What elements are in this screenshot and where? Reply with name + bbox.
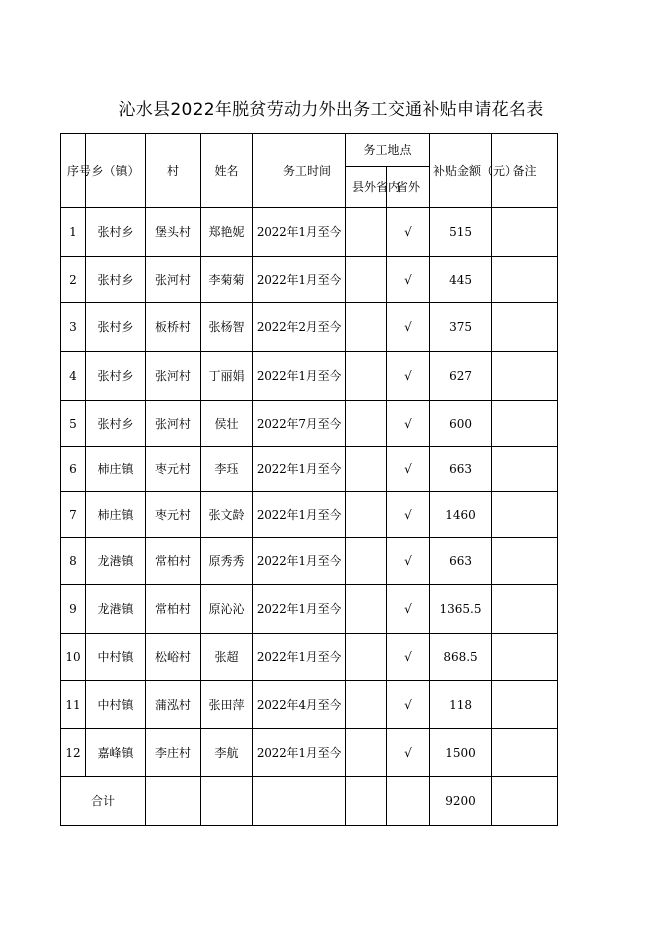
cell-name: 张文龄 xyxy=(201,492,253,538)
cell-town: 张村乡 xyxy=(86,352,146,401)
cell-town: 张村乡 xyxy=(86,257,146,303)
cell-name: 侯壮 xyxy=(201,401,253,447)
cell-name: 李菊菊 xyxy=(201,257,253,303)
cell-work-time: 2022年4月至今 xyxy=(253,681,346,729)
cell-work-time: 2022年1月至今 xyxy=(253,729,346,777)
cell-work-time: 2022年1月至今 xyxy=(253,585,346,634)
cell-town: 中村镇 xyxy=(86,681,146,729)
cell-remark xyxy=(492,681,558,729)
cell-out-province: √ xyxy=(387,447,430,492)
subsidy-roster-table xyxy=(60,133,558,826)
cell-name: 丁丽娟 xyxy=(201,352,253,401)
cell-remark xyxy=(492,492,558,538)
cell-out-province: √ xyxy=(387,208,430,257)
cell-amount: 600 xyxy=(430,401,492,447)
cell-seq: 5 xyxy=(61,401,86,447)
cell-town: 张村乡 xyxy=(86,303,146,352)
cell-seq: 4 xyxy=(61,352,86,401)
cell-in-province xyxy=(346,538,387,585)
cell-name: 张超 xyxy=(201,634,253,681)
cell-seq: 9 xyxy=(61,585,86,634)
total-remark xyxy=(492,777,558,826)
cell-in-province xyxy=(346,492,387,538)
total-empty-time xyxy=(253,777,346,826)
cell-village: 松峪村 xyxy=(146,634,201,681)
cell-amount: 663 xyxy=(430,538,492,585)
cell-in-province xyxy=(346,352,387,401)
cell-name: 李航 xyxy=(201,729,253,777)
cell-remark xyxy=(492,257,558,303)
cell-in-province xyxy=(346,729,387,777)
cell-work-time: 2022年7月至今 xyxy=(253,401,346,447)
cell-out-province: √ xyxy=(387,352,430,401)
cell-amount: 375 xyxy=(430,303,492,352)
cell-village: 李庄村 xyxy=(146,729,201,777)
table-row xyxy=(61,303,558,352)
cell-seq: 8 xyxy=(61,538,86,585)
cell-in-province xyxy=(346,303,387,352)
cell-out-province: √ xyxy=(387,538,430,585)
cell-amount: 1500 xyxy=(430,729,492,777)
header-in-province: 县外省内 xyxy=(346,167,387,208)
header-row-1 xyxy=(61,134,558,167)
cell-work-time: 2022年1月至今 xyxy=(253,492,346,538)
total-empty-village xyxy=(146,777,201,826)
cell-village: 张河村 xyxy=(146,257,201,303)
cell-work-time: 2022年2月至今 xyxy=(253,303,346,352)
cell-out-province: √ xyxy=(387,634,430,681)
cell-seq: 10 xyxy=(61,634,86,681)
cell-remark xyxy=(492,585,558,634)
cell-work-time: 2022年1月至今 xyxy=(253,208,346,257)
total-label: 合计 xyxy=(61,777,146,826)
cell-town: 柿庄镇 xyxy=(86,447,146,492)
header-remark: 备注 xyxy=(492,134,558,208)
cell-work-time: 2022年1月至今 xyxy=(253,538,346,585)
table-row xyxy=(61,729,558,777)
table-row xyxy=(61,208,558,257)
table-row xyxy=(61,447,558,492)
cell-town: 龙港镇 xyxy=(86,585,146,634)
total-empty-in-province xyxy=(346,777,387,826)
header-work-place: 务工地点 xyxy=(346,134,430,167)
cell-village: 枣元村 xyxy=(146,492,201,538)
cell-village: 常柏村 xyxy=(146,538,201,585)
cell-village: 张河村 xyxy=(146,401,201,447)
cell-amount: 515 xyxy=(430,208,492,257)
cell-out-province: √ xyxy=(387,729,430,777)
cell-name: 原秀秀 xyxy=(201,538,253,585)
cell-seq: 12 xyxy=(61,729,86,777)
cell-amount: 118 xyxy=(430,681,492,729)
cell-out-province: √ xyxy=(387,303,430,352)
cell-seq: 1 xyxy=(61,208,86,257)
cell-town: 中村镇 xyxy=(86,634,146,681)
cell-town: 张村乡 xyxy=(86,401,146,447)
cell-out-province: √ xyxy=(387,492,430,538)
cell-out-province: √ xyxy=(387,681,430,729)
cell-remark xyxy=(492,538,558,585)
table-row xyxy=(61,634,558,681)
table-row xyxy=(61,538,558,585)
cell-in-province xyxy=(346,634,387,681)
cell-name: 李珏 xyxy=(201,447,253,492)
cell-town: 龙港镇 xyxy=(86,538,146,585)
cell-town: 张村乡 xyxy=(86,208,146,257)
table-row xyxy=(61,401,558,447)
cell-remark xyxy=(492,634,558,681)
cell-work-time: 2022年1月至今 xyxy=(253,447,346,492)
table-row xyxy=(61,492,558,538)
cell-seq: 11 xyxy=(61,681,86,729)
cell-amount: 627 xyxy=(430,352,492,401)
cell-in-province xyxy=(346,257,387,303)
cell-remark xyxy=(492,208,558,257)
cell-village: 堡头村 xyxy=(146,208,201,257)
cell-out-province: √ xyxy=(387,585,430,634)
header-name: 姓名 xyxy=(201,134,253,208)
total-amount: 9200 xyxy=(430,777,492,826)
document-title: 沁水县2022年脱贫劳动力外出务工交通补贴申请花名表 xyxy=(118,100,544,120)
total-empty-out-province xyxy=(387,777,430,826)
cell-remark xyxy=(492,303,558,352)
cell-amount: 663 xyxy=(430,447,492,492)
cell-name: 郑艳妮 xyxy=(201,208,253,257)
cell-name: 张杨智 xyxy=(201,303,253,352)
cell-in-province xyxy=(346,208,387,257)
cell-remark xyxy=(492,352,558,401)
header-village: 村 xyxy=(146,134,201,208)
cell-amount: 445 xyxy=(430,257,492,303)
cell-out-province: √ xyxy=(387,401,430,447)
cell-amount: 1365.5 xyxy=(430,585,492,634)
table-row xyxy=(61,585,558,634)
cell-town: 嘉峰镇 xyxy=(86,729,146,777)
cell-amount: 868.5 xyxy=(430,634,492,681)
cell-remark xyxy=(492,447,558,492)
cell-name: 原沁沁 xyxy=(201,585,253,634)
cell-amount: 1460 xyxy=(430,492,492,538)
cell-in-province xyxy=(346,585,387,634)
cell-village: 枣元村 xyxy=(146,447,201,492)
header-out-province: 省外 xyxy=(387,167,430,208)
cell-seq: 6 xyxy=(61,447,86,492)
cell-in-province xyxy=(346,447,387,492)
header-town: 乡（镇） xyxy=(86,134,146,208)
cell-seq: 3 xyxy=(61,303,86,352)
table-row xyxy=(61,681,558,729)
total-row xyxy=(61,777,558,826)
cell-work-time: 2022年1月至今 xyxy=(253,352,346,401)
cell-in-province xyxy=(346,681,387,729)
cell-remark xyxy=(492,401,558,447)
header-amount: 补贴金额（元） xyxy=(430,134,492,208)
cell-village: 张河村 xyxy=(146,352,201,401)
cell-name: 张田萍 xyxy=(201,681,253,729)
cell-village: 蒲泓村 xyxy=(146,681,201,729)
cell-town: 柿庄镇 xyxy=(86,492,146,538)
cell-remark xyxy=(492,729,558,777)
header-seq: 序号 xyxy=(61,134,86,208)
table-row xyxy=(61,257,558,303)
total-empty-name xyxy=(201,777,253,826)
cell-village: 常柏村 xyxy=(146,585,201,634)
cell-in-province xyxy=(346,401,387,447)
cell-seq: 2 xyxy=(61,257,86,303)
cell-out-province: √ xyxy=(387,257,430,303)
cell-work-time: 2022年1月至今 xyxy=(253,257,346,303)
cell-work-time: 2022年1月至今 xyxy=(253,634,346,681)
header-work-time: 务工时间 xyxy=(253,134,346,208)
cell-village: 板桥村 xyxy=(146,303,201,352)
table-row xyxy=(61,352,558,401)
cell-seq: 7 xyxy=(61,492,86,538)
